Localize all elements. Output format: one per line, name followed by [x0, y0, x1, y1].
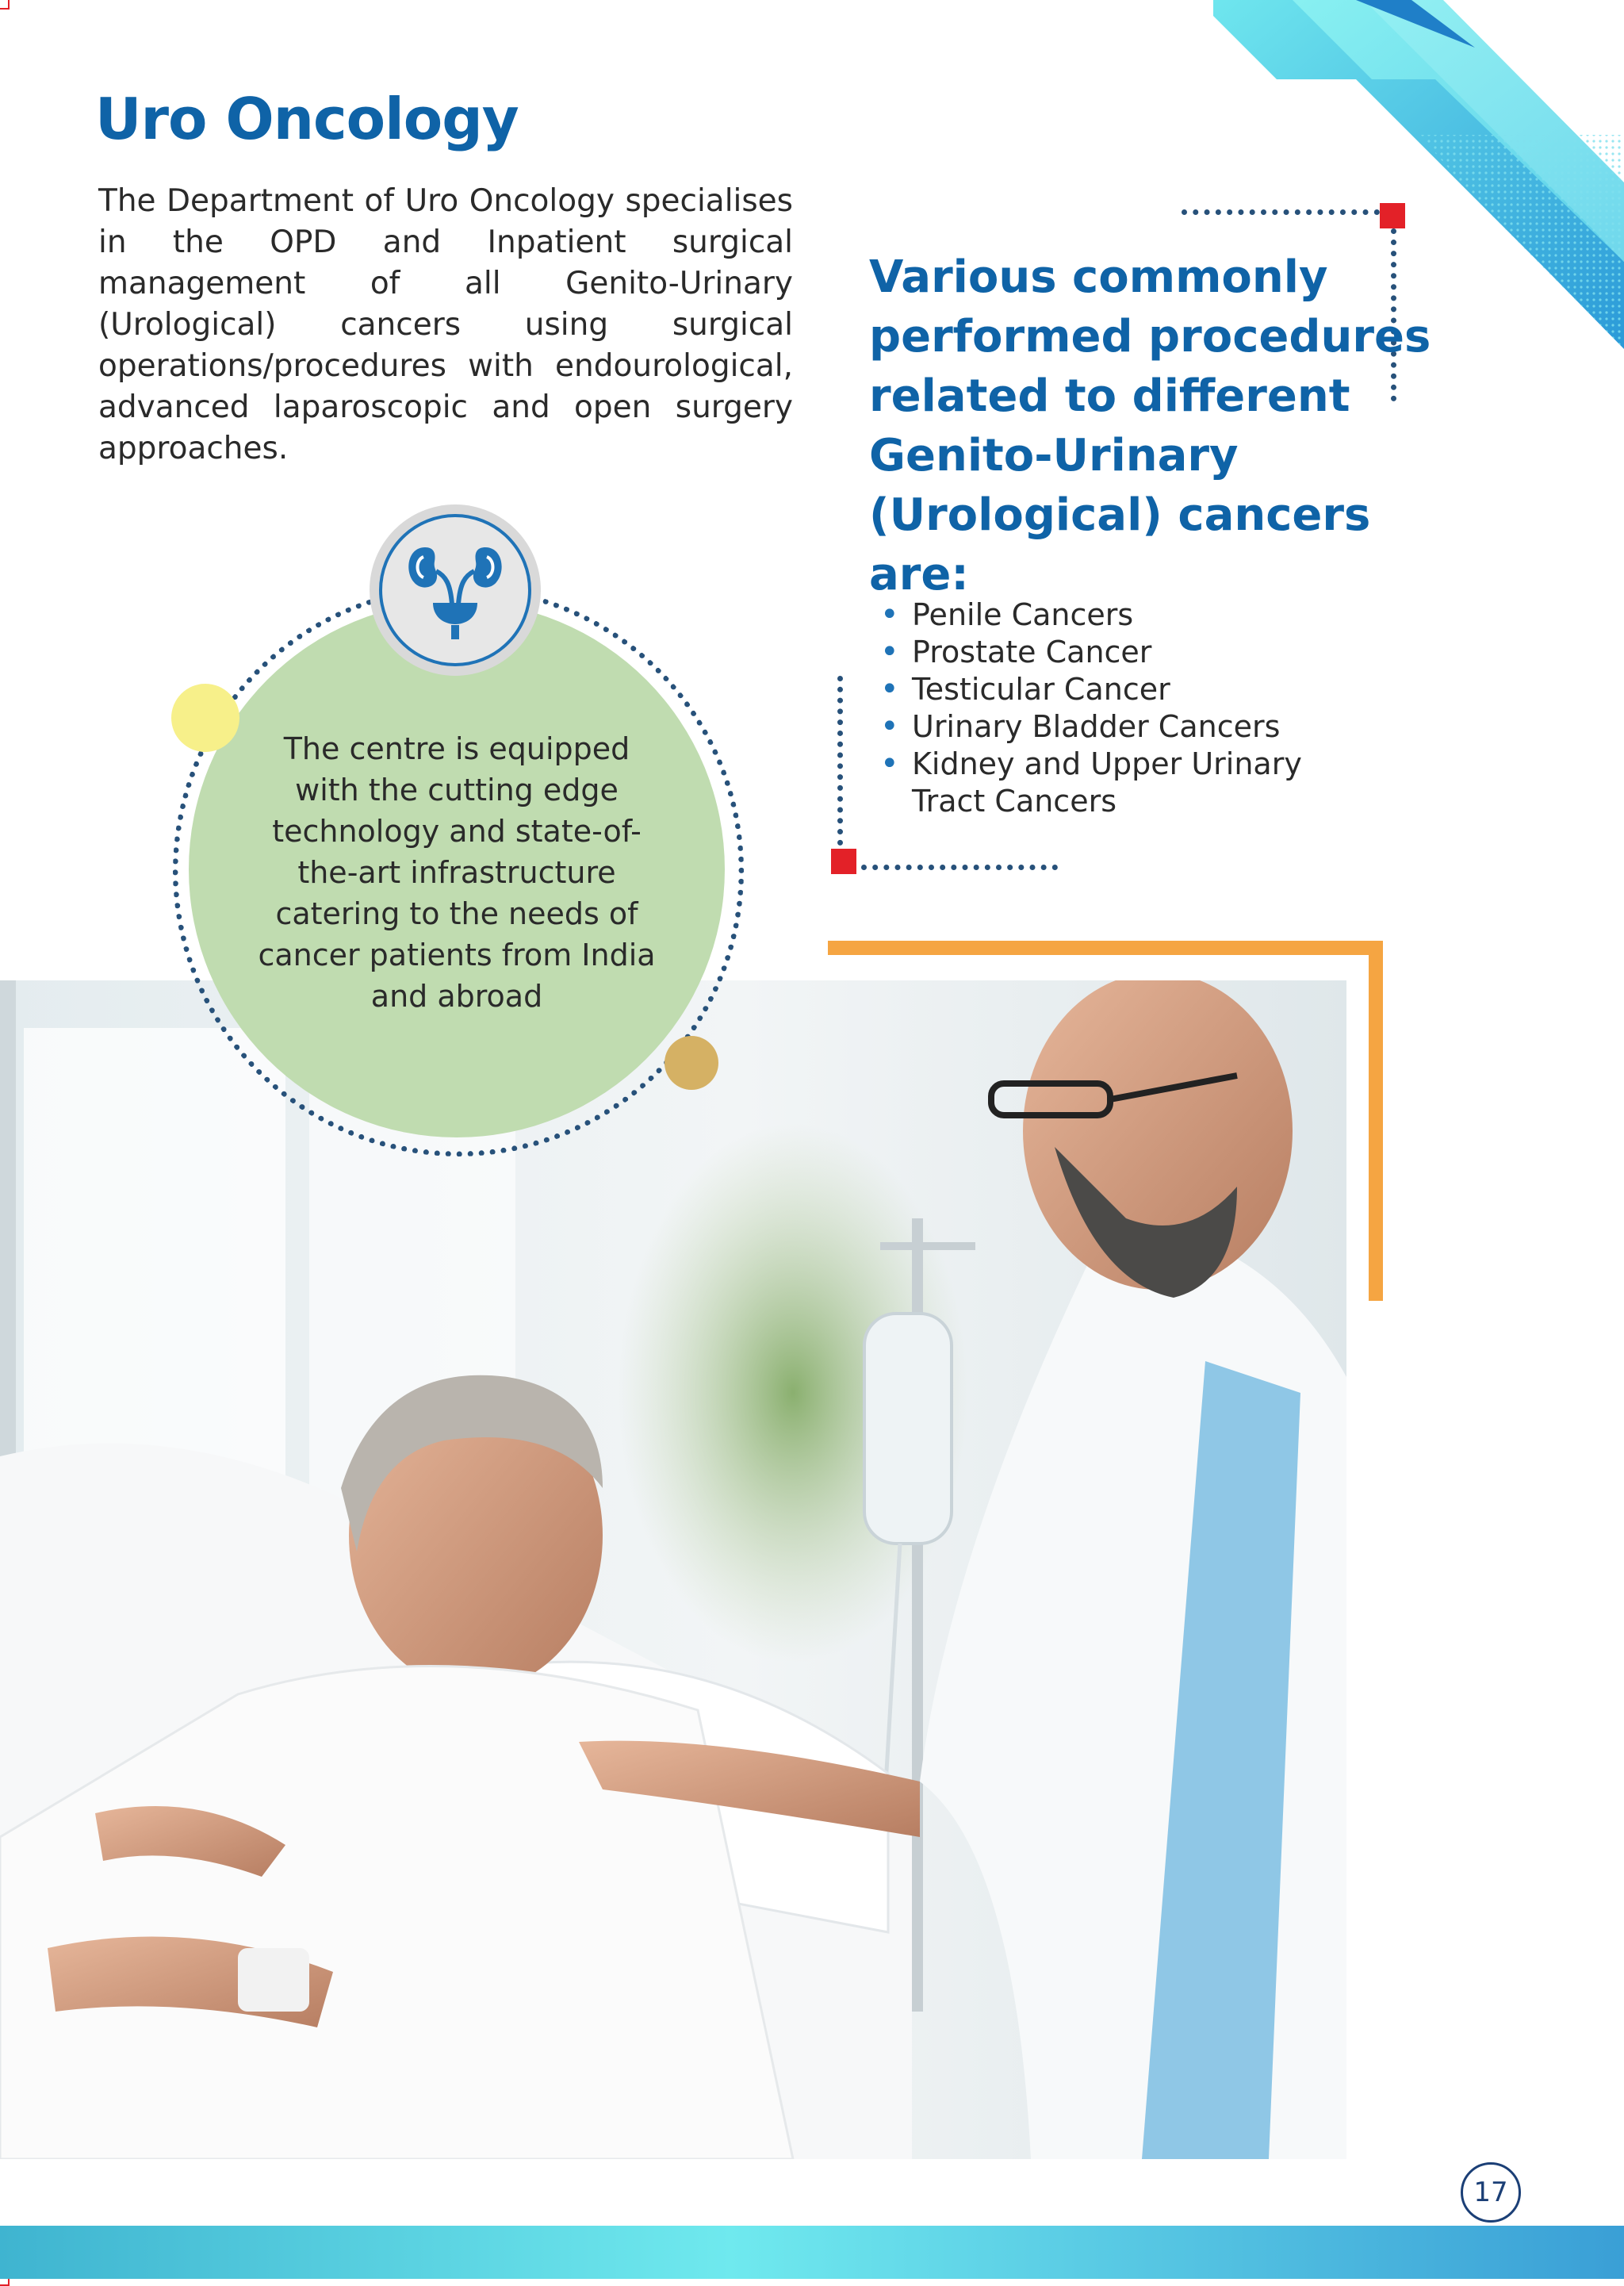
cancer-list — [880, 596, 1324, 820]
page-title: Uro Oncology — [95, 86, 519, 152]
heading-dotted-line-top — [1182, 209, 1380, 215]
list-dotted-line-bottom — [861, 865, 1058, 870]
gold-dot-decoration — [665, 1036, 718, 1090]
centre-info-text: The centre is equipped with the cutting edge technology and state-of-the-art infrastructure catering to the needs of cancer patients from India and abroad — [258, 731, 656, 1014]
list-item: • Urinary Bladder Cancers — [880, 708, 1324, 746]
crop-mark-top-left — [0, 0, 10, 10]
intro-paragraph: The Department of Uro Oncology specialises in the OPD and Inpatient surgical management of all Genito-Urinary (Urological) cancers using surgical operations/procedures with endourological, advanced laparoscopic and open surgery approaches. — [98, 183, 793, 466]
page-number: 17 — [1461, 2162, 1521, 2223]
procedures-heading: Various commonly performed procedures related to different Genito-Urinary (Urological) cancers are: — [869, 251, 1431, 600]
doctor-patient-photo — [0, 980, 1346, 2159]
list-item: • Penile Cancers — [880, 596, 1324, 634]
list-dotted-line-left — [837, 676, 843, 846]
yellow-dot-decoration — [171, 684, 239, 752]
heading-red-square — [1380, 203, 1405, 228]
list-item: • Testicular Cancer — [880, 671, 1324, 708]
list-red-square — [831, 849, 856, 874]
list-item: • Prostate Cancer — [880, 634, 1324, 671]
kidney-bladder-icon — [401, 536, 509, 644]
list-item: • Kidney and Upper Urinary Tract Cancers — [880, 746, 1324, 820]
bottom-band-decoration — [0, 2226, 1624, 2279]
